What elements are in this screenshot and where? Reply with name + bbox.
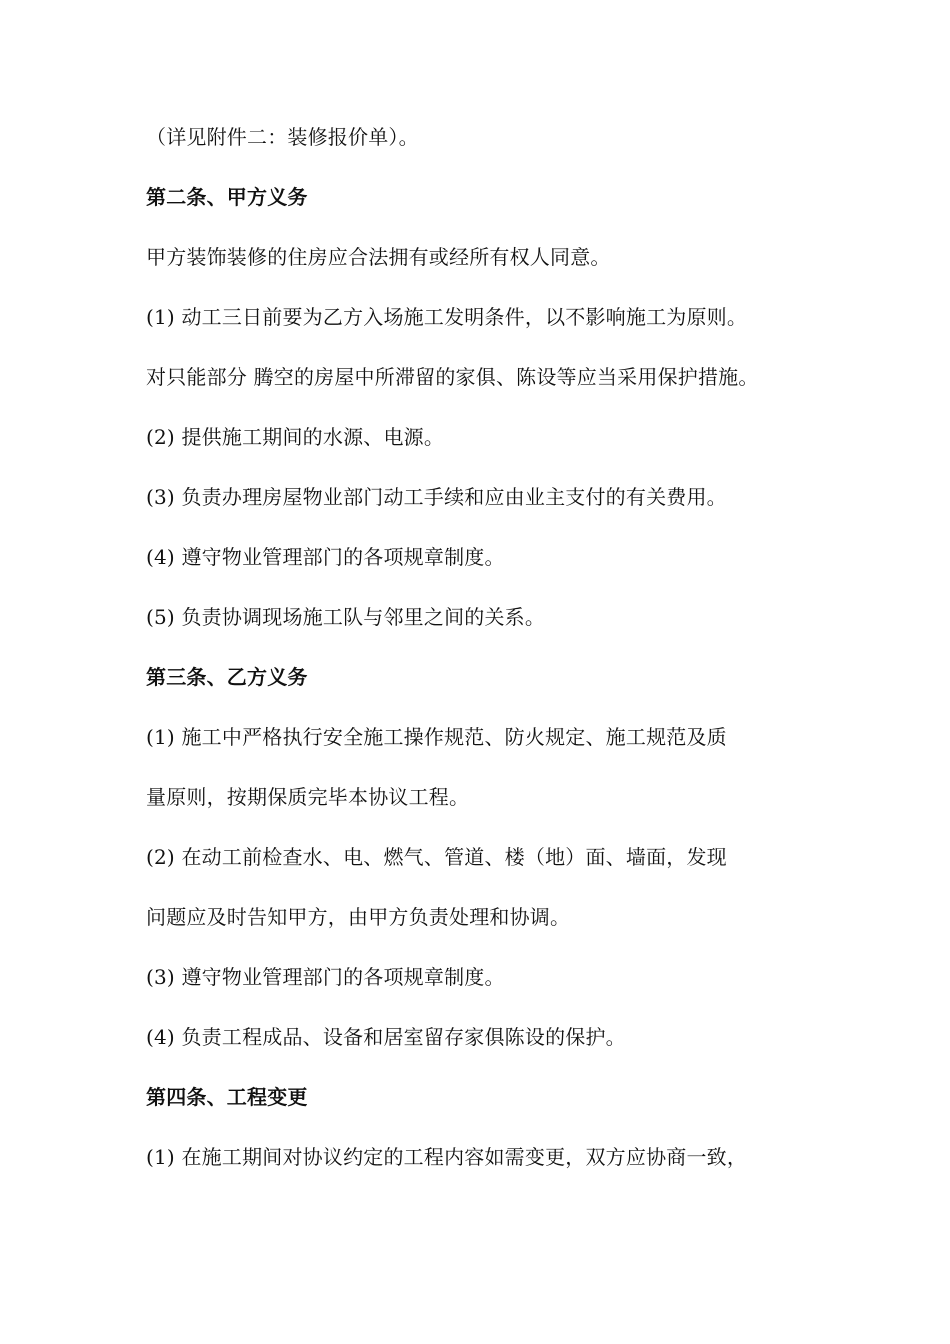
paragraph-line: (4) 遵守物业管理部门的各项规章制度。 bbox=[146, 545, 505, 569]
paragraph-line: （详见附件二：装修报价单）。 bbox=[146, 125, 419, 149]
paragraph-line: 问题应及时告知甲方，由甲方负责处理和协调。 bbox=[146, 905, 571, 929]
paragraph-line: (5) 负责协调现场施工队与邻里之间的关系。 bbox=[146, 605, 546, 629]
paragraph-line: (2) 提供施工期间的水源、电源。 bbox=[146, 425, 445, 449]
paragraph-line: 量原则，按期保质完毕本协议工程。 bbox=[146, 785, 470, 809]
paragraph-line: (1) 在施工期间对协议约定的工程内容如需变更，双方应协商一致， bbox=[146, 1145, 748, 1169]
paragraph-line: (3) 遵守物业管理部门的各项规章制度。 bbox=[146, 965, 505, 989]
section-heading: 第四条、工程变更 bbox=[146, 1085, 308, 1109]
paragraph-line: (4) 负责工程成品、设备和居室留存家俱陈设的保护。 bbox=[146, 1025, 626, 1049]
paragraph-line: (3) 负责办理房屋物业部门动工手续和应由业主支付的有关费用。 bbox=[146, 485, 727, 509]
section-heading: 第三条、乙方义务 bbox=[146, 665, 308, 689]
paragraph-line: (1) 施工中严格执行安全施工操作规范、防火规定、施工规范及质 bbox=[146, 725, 727, 749]
paragraph-line: 甲方装饰装修的住房应合法拥有或经所有权人同意。 bbox=[146, 245, 611, 269]
paragraph-line: (1) 动工三日前要为乙方入场施工发明条件，以不影响施工为原则。 bbox=[146, 305, 748, 329]
section-heading: 第二条、甲方义务 bbox=[146, 185, 308, 209]
paragraph-line: 对只能部分 腾空的房屋中所滞留的家俱、陈设等应当采用保护措施。 bbox=[146, 365, 759, 389]
paragraph-line: (2) 在动工前检查水、电、燃气、管道、楼（地）面、墙面，发现 bbox=[146, 845, 727, 869]
